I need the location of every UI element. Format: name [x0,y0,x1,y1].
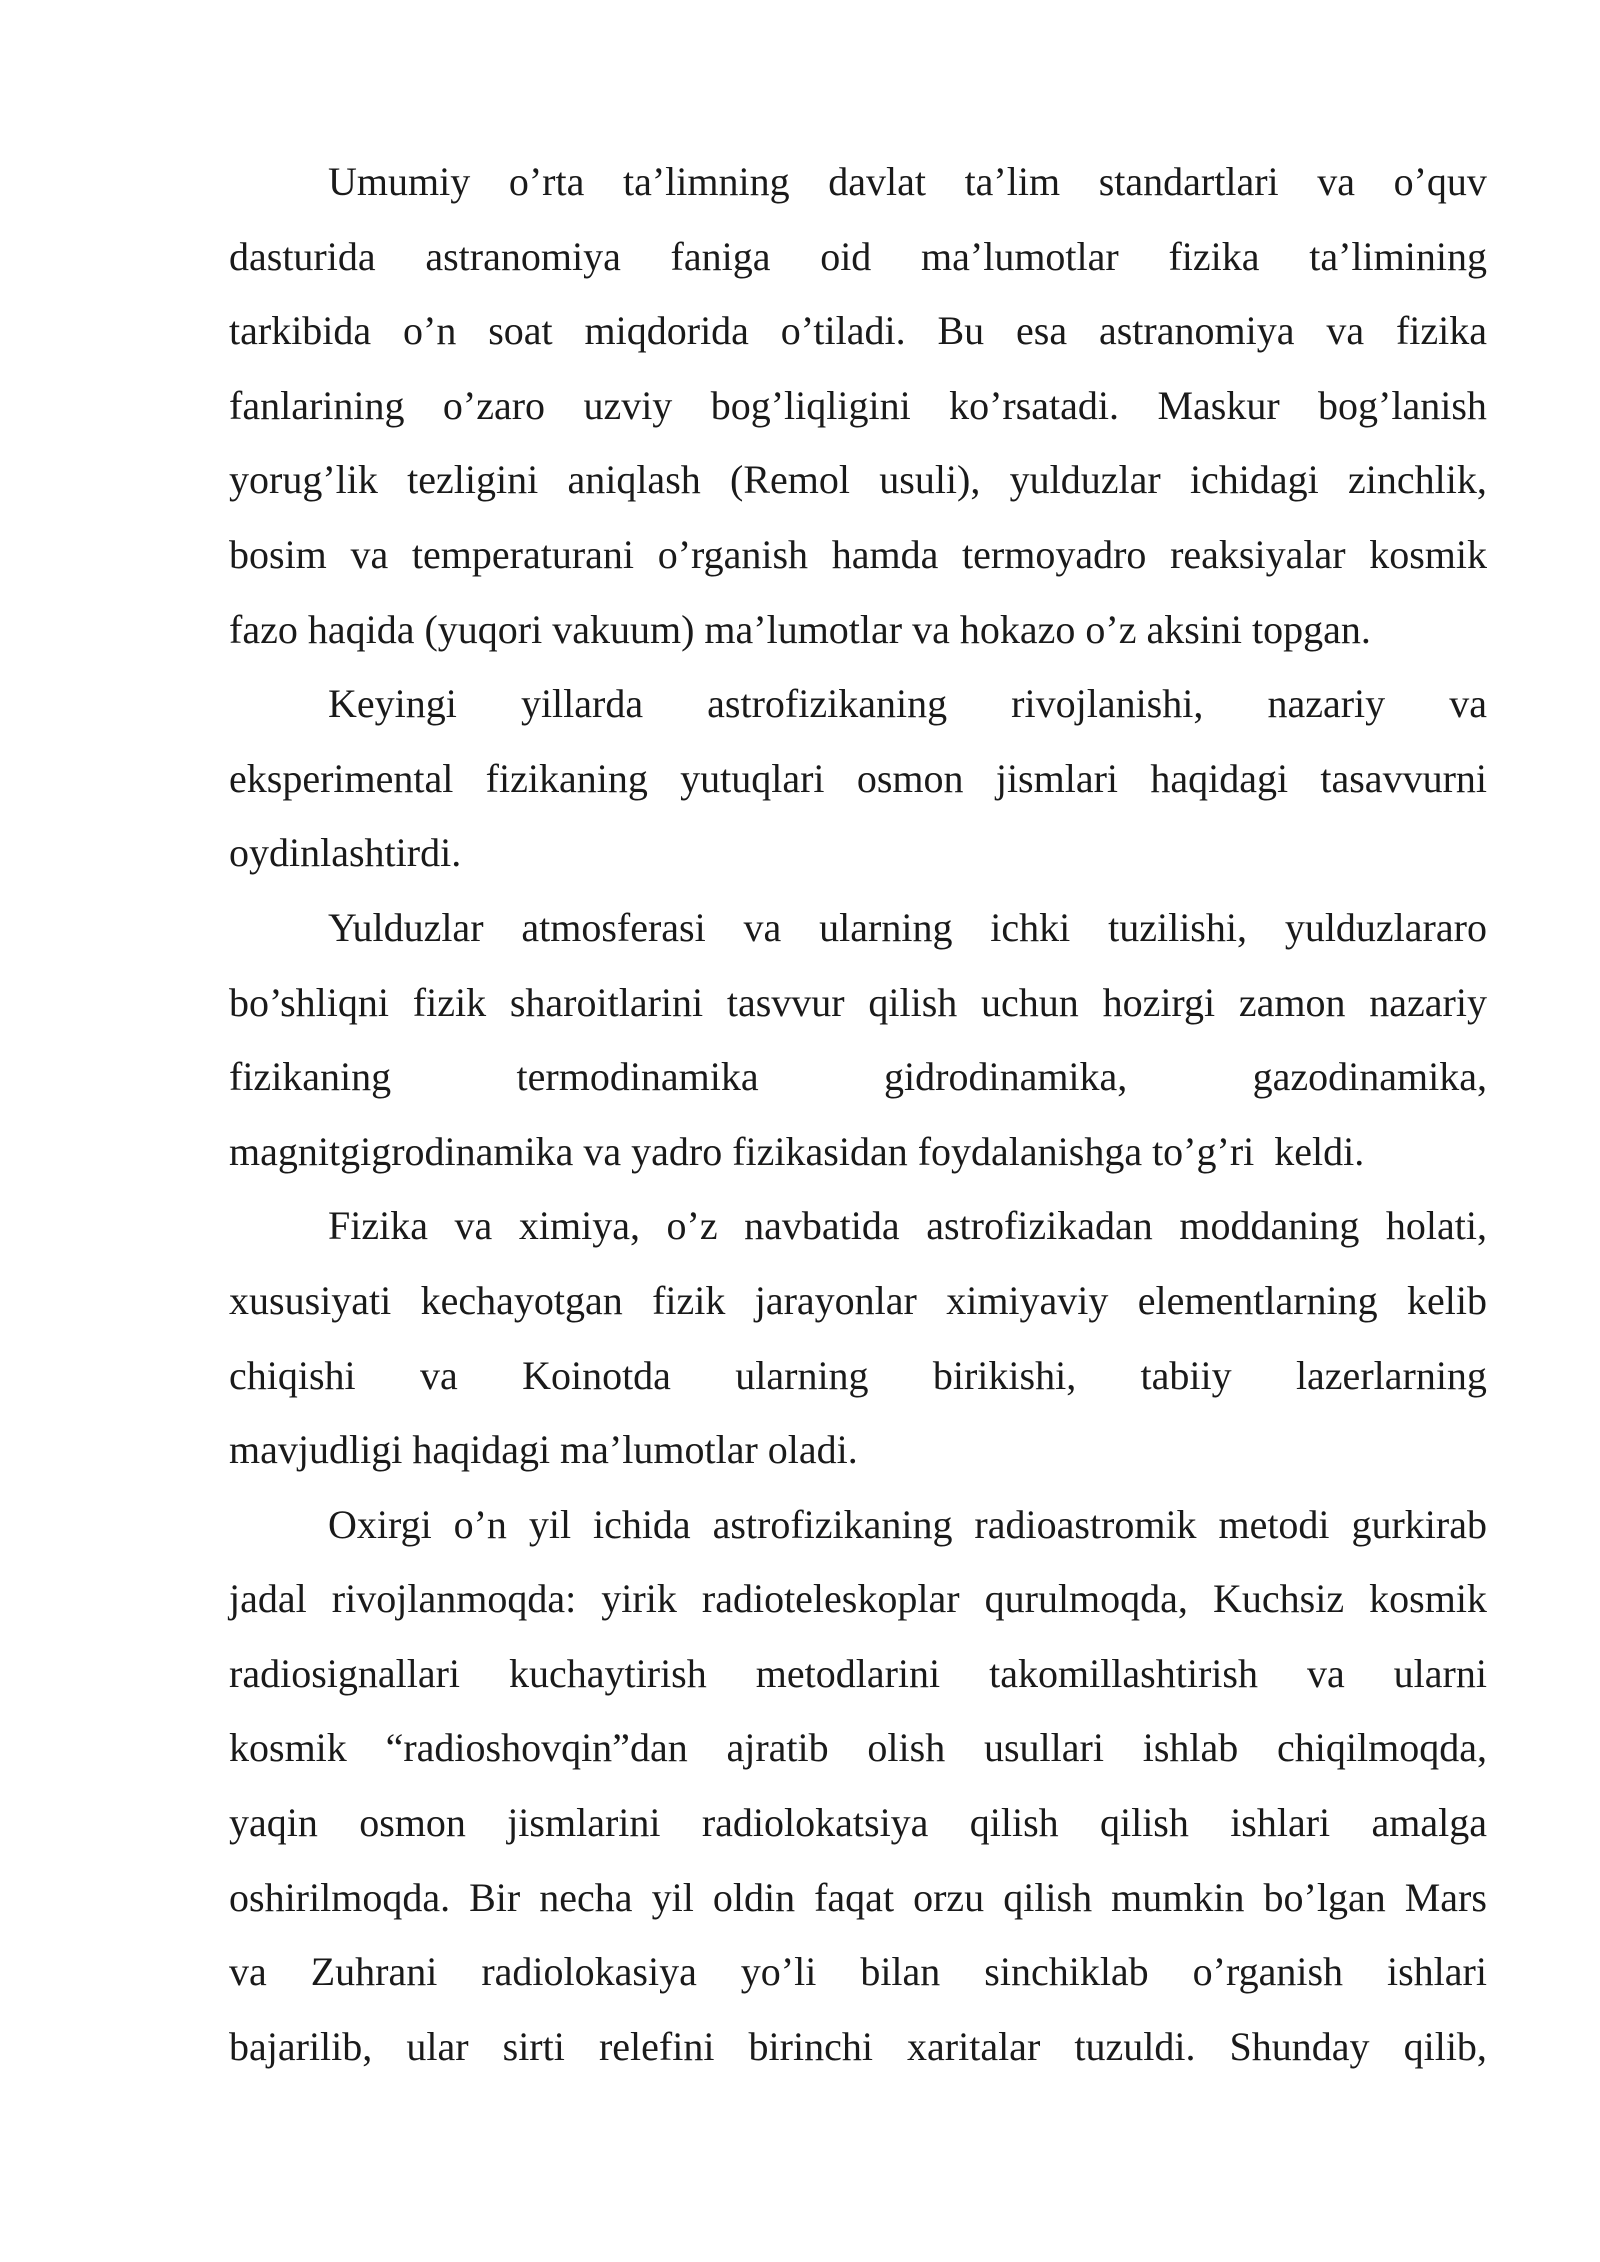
word: jismlari [995,755,1119,801]
word: lazerlarning [1295,1352,1487,1398]
text-line [229,823,1487,898]
word: davlat [828,159,926,204]
word: yutuqlari [680,755,825,801]
word: fizikaning [485,755,648,801]
word: tabiiy [1140,1352,1232,1398]
word: esa [1016,308,1068,354]
word: standartlari [1098,159,1279,204]
word: haqidagi [1150,755,1289,801]
text-line [229,1644,1487,1719]
word: tuzuldi. [1074,2023,1196,2069]
word: yorug’lik [229,457,378,503]
word: ularning [819,904,953,950]
word: uchun [981,979,1079,1025]
word: yulduzlararo [1284,904,1487,950]
word: astranomiya [1098,308,1295,354]
text-line [229,898,1487,973]
word: holati, [1385,1203,1487,1249]
word: o’rganish [1192,1949,1344,1995]
text-line [229,973,1487,1048]
text-line [229,1868,1487,1943]
word: reaksiyalar [1170,531,1346,577]
word: o’rta [508,159,585,204]
word: qilish [969,1800,1059,1846]
word: bog’lanish [1318,382,1487,428]
word: gidrodinamika, [884,1054,1128,1100]
word: fizik [412,979,487,1025]
word: temperaturani [411,531,635,577]
word: Koinotda [522,1352,671,1398]
word: jarayonlar [754,1277,917,1323]
text-line [229,376,1487,451]
word: o’zaro [442,382,546,428]
word: radioastromik [974,1501,1197,1547]
word: usuli), [879,457,981,503]
text-line [229,1196,1487,1271]
word: chiqishi [229,1352,356,1398]
word: bog’liqligini [710,382,911,428]
word: eksperimental [229,755,454,801]
word: fizik [652,1277,726,1323]
word: rivojlanishi, [1011,681,1204,727]
word: zinchlik, [1348,457,1487,503]
text-line [229,749,1487,824]
word: gurkirab [1351,1501,1487,1547]
paragraph [229,1196,1487,1494]
word: navbatida [744,1203,900,1249]
text-line [229,1569,1487,1644]
word: sirti [502,2023,565,2069]
word: qurulmoqda, [984,1576,1188,1622]
word: Oxirgi [328,1501,432,1547]
word: termodinamika [516,1054,759,1100]
word: aniqlash [567,457,701,503]
word: o’tiladi. [780,308,906,354]
word: ta’lim [964,159,1061,204]
text-line [229,525,1487,600]
word: Zuhrani [310,1949,438,1995]
word: yil [528,1501,572,1547]
word: ularni [1393,1650,1487,1696]
word: qilish [1099,1800,1189,1846]
word: ishlari [1230,1800,1331,1846]
word: o’z [666,1203,718,1249]
word: fizikaning [229,1054,392,1100]
word: takomillashtirish [989,1650,1258,1696]
text-line [229,674,1487,749]
word: fizika [1395,308,1487,354]
word: va [454,1203,493,1249]
word: hozirgi [1102,979,1216,1025]
word: radioteleskoplar [701,1576,960,1622]
word: nazariy [1267,681,1386,727]
word: faqat [814,1874,895,1920]
word: fanlarining [229,382,405,428]
word: kuchaytirish [509,1650,707,1696]
word: yulduzlar [1009,457,1161,503]
word: tasvvur [726,979,845,1025]
word: o’quv [1393,159,1487,204]
word: radiosignallari [229,1650,461,1696]
word: astranomiya [425,233,621,279]
word: termoyadro [962,531,1147,577]
word: zamon [1238,979,1346,1025]
word: ishlab [1142,1725,1239,1771]
text-line [229,1420,1487,1495]
word: oldin [712,1874,796,1920]
word: elementlarning [1137,1277,1378,1323]
word: sinchiklab [984,1949,1149,1995]
word: uzviy [583,382,673,428]
word: bo’shliqni [229,979,390,1025]
word: atmosferasi [521,904,706,950]
word: radiolokasiya [481,1949,697,1995]
word: Yulduzlar [328,904,484,950]
word: necha [539,1874,633,1920]
word: Mars [1404,1874,1487,1920]
text-line [229,1122,1487,1197]
paragraph [229,1495,1487,2092]
word: ajratib [726,1725,829,1771]
word: Keyingi [328,681,457,727]
word: nazariy [1369,979,1487,1025]
word: miqdorida [584,308,749,354]
text-line [229,1495,1487,1570]
text-line [229,152,1487,227]
word: yaqin [229,1800,318,1846]
paragraph [229,898,1487,1196]
text-line [229,1942,1487,2017]
word: o’n [403,308,457,354]
word: ma’lumotlar [921,233,1119,279]
word: kosmik [229,1725,347,1771]
word: birinchi [748,2023,873,2069]
word: ularning [735,1352,869,1398]
word: Shunday [1229,2023,1370,2069]
text-line [229,301,1487,376]
word: ta’limning [622,159,790,204]
paragraph [229,152,1487,674]
word: astrofizikaning [707,681,948,727]
word: tuzilishi, [1108,904,1247,950]
word: ichidagi [1189,457,1319,503]
word: metodlarini [755,1650,941,1696]
word: osmon [359,1800,466,1846]
word: ishlari [1386,1949,1487,1995]
text-line [229,1047,1487,1122]
word: fizika [1168,233,1260,279]
word: hamda [831,531,939,577]
line-text: oydinlashtirdi. [229,830,462,876]
word: Fizika [328,1203,428,1249]
word: kechayotgan [420,1277,623,1323]
word: ko’rsatadi. [949,382,1120,428]
word: bajarilib, [229,2023,373,2069]
word: ular [406,2023,469,2069]
word: qilish [868,979,958,1025]
word: va [1317,159,1355,204]
word: yirik [601,1576,677,1622]
word: jadal [229,1576,307,1622]
word: metodi [1218,1501,1330,1547]
text-line [229,1346,1487,1421]
word: Kuchsiz [1213,1576,1345,1622]
text-line [229,1793,1487,1868]
word: ximiyaviy [946,1277,1109,1323]
document-body [229,152,1487,2091]
word: ta’limining [1309,233,1487,279]
word: bosim [229,531,327,577]
text-line [229,450,1487,525]
word: kosmik [1369,1576,1487,1622]
word: amalga [1371,1800,1487,1846]
word: va [419,1352,458,1398]
word: qilish [1003,1874,1093,1920]
line-text: magnitgigrodinamika va yadro fizikasidan foydalanishga to’g’ri keldi. [229,1128,1365,1174]
word: bilan [860,1949,941,1995]
word: Bir [469,1874,521,1920]
word: dasturida [229,233,376,279]
word: sharoitlarini [509,979,704,1025]
word: va [229,1949,267,1995]
line-text: fazo haqida (yuqori vakuum) ma’lumotlar va hokazo o’z aksini topgan. [229,606,1371,652]
word: (Remol [730,457,850,503]
text-line [229,1718,1487,1793]
word: astrofizikaning [712,1501,953,1547]
word: Bu [937,308,985,354]
text-line [229,600,1487,675]
word: va [743,904,782,950]
word: gazodinamika, [1252,1054,1487,1100]
word: va [350,531,389,577]
word: va [1306,1650,1345,1696]
word: tezligini [407,457,539,503]
word: Maskur [1157,382,1280,428]
word: mumkin [1111,1874,1245,1920]
word: kosmik [1369,531,1487,577]
word: yo’li [740,1949,817,1995]
word: ichki [990,904,1071,950]
word: radiolokatsiya [701,1800,929,1846]
word: Umumiy [328,159,471,204]
paragraph [229,674,1487,898]
word: yillarda [520,681,644,727]
word: jismlarini [507,1800,661,1846]
word: “radioshovqin”dan [385,1725,688,1771]
word: olish [867,1725,946,1771]
word: xususiyati [229,1277,392,1323]
word: birikishi, [932,1352,1077,1398]
text-line [229,2017,1487,2092]
word: oshirilmoqda. [229,1874,451,1920]
word: o’rganish [657,531,809,577]
word: qilib, [1403,2023,1487,2069]
word: orzu [913,1874,985,1920]
word: o’n [453,1501,507,1547]
word: va [1326,308,1365,354]
word: soat [488,308,553,354]
word: tarkibida [229,308,372,354]
word: astrofizikadan [926,1203,1153,1249]
word: moddaning [1179,1203,1360,1249]
word: yil [651,1874,694,1920]
word: chiqilmoqda, [1277,1725,1487,1771]
word: tasavvurni [1320,755,1487,801]
word: kelib [1407,1277,1487,1323]
text-line [229,1271,1487,1346]
word: xaritalar [907,2023,1041,2069]
word: rivojlanmoqda: [331,1576,577,1622]
word: osmon [856,755,964,801]
word: va [1449,681,1487,727]
word: bo’lgan [1263,1874,1386,1920]
word: ximiya, [518,1203,640,1249]
word: faniga [670,233,771,279]
line-text: mavjudligi haqidagi ma’lumotlar oladi. [229,1427,858,1473]
word: usullari [983,1725,1104,1771]
word: ichida [592,1501,691,1547]
text-line [229,227,1487,302]
word: oid [820,233,872,279]
word: relefini [598,2023,715,2069]
